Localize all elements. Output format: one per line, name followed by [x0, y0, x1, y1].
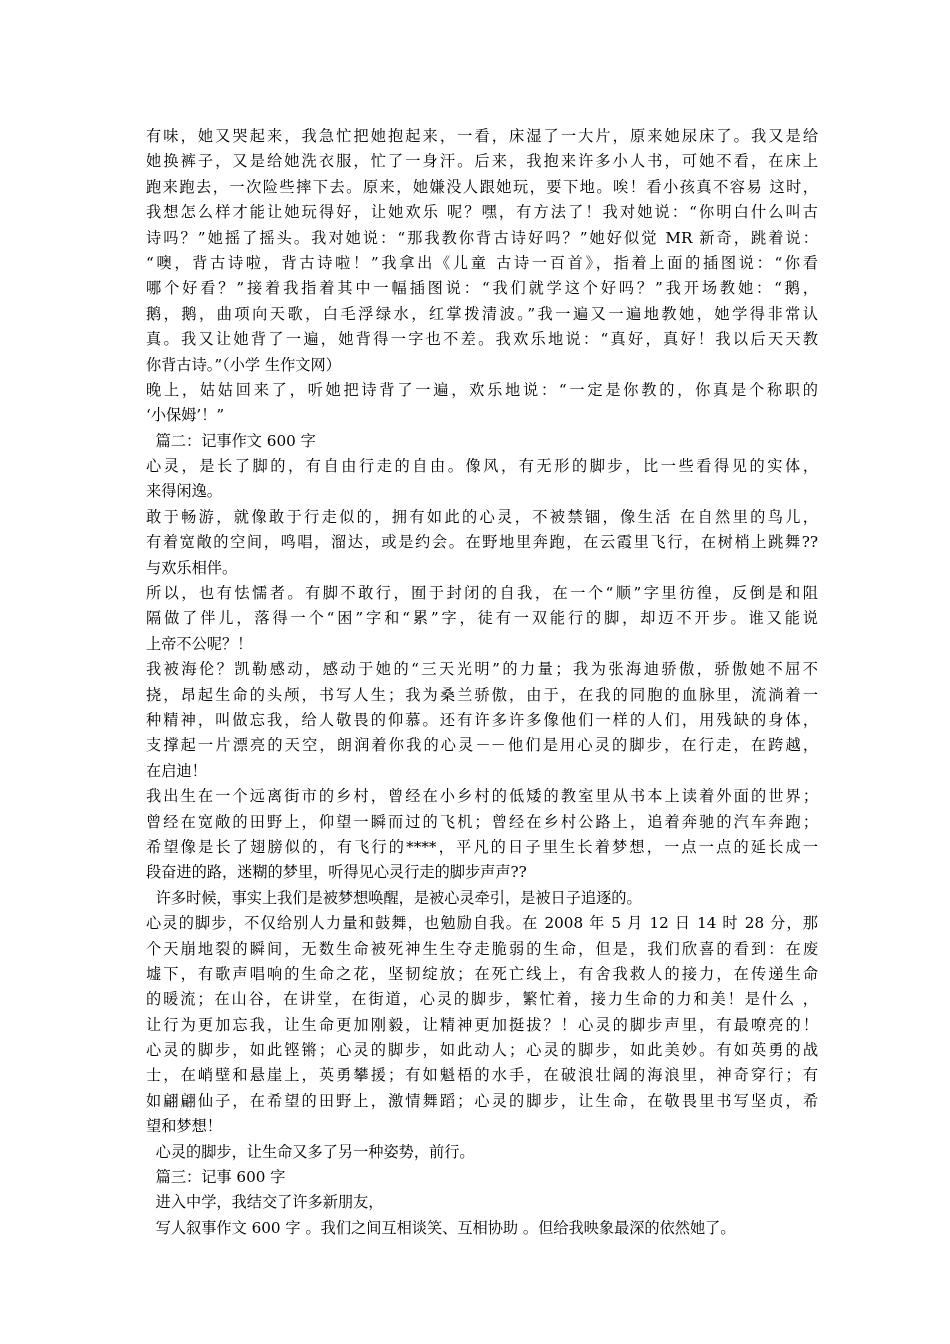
- document-body: [146, 124, 818, 1241]
- text-line: 所以，也有怯懦者。有脚不敢行，囿于封闭的自我，在一个“顺”字里彷徨，反倒是和阻: [146, 584, 818, 603]
- text-line: 她换裤子，又是给她洗衣服，忙了一身汗。后来，我抱来许多小人书，可她不看，在床上: [146, 152, 818, 171]
- text-line: 哪个好看？”接着我指着其中一幅插图说：“我们就学这个好吗？”我开场教她：“鹅，: [146, 279, 818, 298]
- text-line: 诗吗？”她摇了摇头。我对她说：“那我教你背古诗好吗？”她好似觉 MR 新奇，跳着说：: [146, 228, 818, 247]
- text-line: 进入中学，我结交了许多新朋友，: [146, 1193, 384, 1212]
- text-line: 隔做了伴儿，落得一个“困”字和“累”字，徒有一双能行的脚，却迈不开步。谁又能说: [146, 609, 818, 628]
- text-line: 上帝不公呢？！: [146, 634, 253, 653]
- text-line: 的暖流；在山谷，在讲堂，在街道，心灵的脚步，繁忙着，接力生命的力和美！是什么 ，: [146, 990, 818, 1009]
- text-line: 有味，她又哭起来，我急忙把她抱起来，一看，床湿了一大片，原来她尿床了。我又是给: [146, 127, 818, 145]
- text-line: 在启迪！: [146, 761, 207, 780]
- text-line: 个天崩地裂的瞬间，无数生命被死神生生夺走脆弱的生命，但是，我们欣喜的看到：在废: [146, 939, 818, 958]
- text-line: 墟下，有歌声唱响的生命之花，坚韧绽放；在死亡线上，有舍我救人的接力，在传递生命: [146, 964, 818, 983]
- text-line: 敢于畅游，就像敢于行走似的，拥有如此的心灵，不被禁锢，像生活 在自然里的鸟儿，: [146, 507, 818, 526]
- text-line: 真。我又让她背了一遍，她背得一字也不差。我欢乐地说：“真好，真好！我以后天天教: [146, 330, 818, 349]
- text-line: 心灵的脚步，不仅给别人力量和鼓舞，也勉励自我。在 2008 年 5 月 12 日 14 时 28 分，那: [146, 914, 818, 933]
- text-line: 心灵的脚步，让生命又多了另一种姿势，前行。: [146, 1142, 475, 1161]
- text-line: 段奋进的路，迷糊的梦里，听得见心灵行走的脚步声声??: [146, 863, 527, 882]
- text-line: 篇三：记事 600 字: [146, 1168, 286, 1187]
- text-line: 你背古诗。”（小学 生作文网）: [146, 355, 341, 374]
- text-line: 鹅，鹅，曲项向天歌，白毛浮绿水，红掌拨清波。”我一遍又一遍地教她，她学得非常认: [146, 304, 818, 323]
- text-line: 有着宽敞的空间，鸣唱，溜达，或是约会。在野地里奔跑，在云霞里飞行，在树梢上跳舞??: [146, 533, 818, 552]
- text-line: 希望像是长了翅膀似的，有飞行的****，平凡的日子里生长着梦想，一点一点的延长成一: [146, 837, 818, 856]
- text-line: 我出生在一个远离街市的乡村，曾经在小乡村的低矮的教室里从书本上读着外面的世界；: [146, 787, 818, 806]
- text-line: 心灵的脚步，如此铿锵；心灵的脚步，如此动人；心灵的脚步，如此美妙。有如英勇的战: [146, 1041, 818, 1060]
- text-line: 如翩翩仙子，在希望的田野上，激情舞蹈；心灵的脚步，让生命，在敬畏里书写坚贞，希: [146, 1091, 818, 1110]
- text-line: ‘小保姆’！”: [146, 406, 225, 425]
- text-line: 我被海伦？凯勒感动，感动于她的“三天光明”的力量；我为张海迪骄傲，骄傲她不屈不: [146, 660, 818, 679]
- text-line: 种精神，叫做忘我，给人敬畏的仰慕。还有许多许多像他们一样的人们，用残缺的身体，: [146, 710, 818, 729]
- text-line: 许多时候，事实上我们是被梦想唤醒，是被心灵牵引，是被日子追逐的。: [146, 888, 642, 907]
- text-line: 支撑起一片漂亮的天空，朗润着你我的心灵－－他们是用心灵的脚步，在行走，在跨越，: [146, 736, 818, 755]
- text-line: 士，在峭壁和悬崖上，英勇攀援；有如魁梧的水手，在破浪壮阔的海浪里，神奇穿行；有: [146, 1066, 818, 1085]
- text-line: 写人叙事作文 600 字 。我们之间互相谈笑、互相协助 。但给我映象最深的依然她了。: [146, 1218, 736, 1237]
- text-line: 挠，昂起生命的头颅，书写人生；我为桑兰骄傲，由于，在我的同胞的血脉里，流淌着一: [146, 685, 818, 704]
- text-line: 来得闲逸。: [146, 482, 222, 501]
- text-line: 让行为更加忘我，让生命更加刚毅，让精神更加挺拔？！心灵的脚步声里，有最嘹亮的！: [146, 1015, 818, 1034]
- text-line: 望和梦想！: [146, 1117, 222, 1136]
- text-line: 我想怎么样才能让她玩得好，让她欢乐 呢？嘿，有方法了！我对她说：“你明白什么叫古: [146, 203, 818, 222]
- text-line: 曾经在宽敞的田野上，仰望一瞬而过的飞机；曾经在乡村公路上，追着奔驰的汽车奔跑；: [146, 812, 818, 831]
- text-line: 与欢乐相伴。: [146, 558, 238, 577]
- text-line: 跑来跑去，一次险些摔下去。原来，她嫌没人跟她玩，要下地。唉！看小孩真不容易 这时，: [146, 177, 818, 196]
- text-line: 心灵，是长了脚的，有自由行走的自由。像风，有无形的脚步，比一些看得见的实体，: [146, 457, 818, 476]
- text-line: 篇二：记事作文 600 字: [146, 431, 316, 450]
- text-line: 晚上，姑姑回来了，听她把诗背了一遍，欢乐地说：“一定是你教的，你真是个称职的: [146, 380, 818, 399]
- text-line: “噢，背古诗啦，背古诗啦！”我拿出《儿童 古诗一百首》，指着上面的插图说：“你看: [146, 253, 818, 272]
